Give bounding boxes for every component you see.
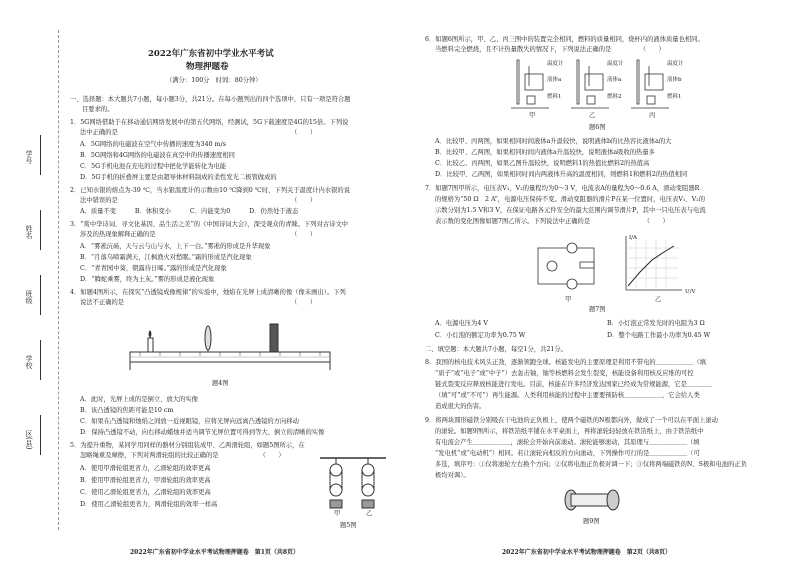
figure-7-circuit-and-graph bbox=[532, 232, 692, 302]
sidebar-label-district: 区(县) bbox=[25, 430, 33, 450]
q6-option-a: A．比较甲、丙两图，如果相同时间液体a升温较快，说明液体b的比热容比液体a的大 bbox=[435, 138, 672, 145]
section2-heading: 二、填空题：本大题共7小题，每空1分，共21分。 bbox=[425, 346, 567, 353]
fig7-name-jia: 甲 bbox=[565, 296, 572, 303]
q1-option-a: A．5G网络的电磁波在空气中传播的速度为340 m/s bbox=[80, 141, 226, 148]
fig6-label-fuel-1-2: 燃料1 bbox=[667, 94, 682, 100]
q4-stem-1: 4．如题4图所示，在探究“凸透镜成像规律”的实验中，烛焰在光屏上成清晰的像（像未画出）。下列 bbox=[70, 289, 346, 296]
q5-stem-2: 忽略绳重及摩擦，下列对两滑轮组的比较正确的是 （ ） bbox=[80, 452, 285, 459]
q9-line-2: 的滚轮。如题9图所示，将铁箔纸平铺在水平桌面上，再将滚轮轻轻放在铁箔纸上，由于铁箔纸中 bbox=[435, 428, 704, 435]
q8-line-5: 造成很大的伤害。 bbox=[435, 403, 486, 410]
q6-option-b: B．比较甲、乙两图，如果相同时间内液体a升温较快，说明液体a吸收的热量多 bbox=[435, 149, 655, 156]
fig6-label-fuel-2: 燃料2 bbox=[607, 94, 622, 100]
binding-line bbox=[58, 30, 59, 530]
fig6-label-liquid-b: 液体b bbox=[667, 77, 682, 83]
q8-line-2: “质子”或“电子”或“中子”）去轰击铀，铀等核燃料会发生裂变，核能设备利用核反应堆的可控 bbox=[435, 370, 694, 377]
sidebar-label-school: 学校 bbox=[25, 355, 33, 369]
q8-line-4: （填“可”或“不可”）再生能源。人类利用核能的过程中主要要预防核＿＿＿＿＿＿，它会给人类 bbox=[435, 392, 700, 399]
q1-option-c: C．5G手机电池在充电的过程中把化学能转化为电能 bbox=[80, 163, 227, 170]
figure-5-caption: 题5图 bbox=[340, 522, 357, 529]
q7-stem-1: 7．如题7图甲所示，电压表V₁、V₂的量程均为0～3 V，电流表A的量程为0～0.6 A，滑动变阻器R bbox=[425, 185, 700, 192]
q6-option-d: D．比较甲、乙两图，如果相同时间内两液体升高的温度相同，则燃料1和燃料2的热值相同 bbox=[435, 171, 688, 178]
q7-option-b: B．小灯泡正常发光时的电阻为3 Ω bbox=[607, 320, 705, 327]
exam-title: 2022年广东省初中学业水平考试 bbox=[148, 49, 274, 59]
fig6-name-jia: 甲 bbox=[529, 112, 536, 119]
q6-stem-2: 当燃料完全燃烧，且不计热量散失的情况下，下列说法正确的是 （ ） bbox=[435, 46, 665, 53]
q3-option-c: C．“青青园中葵，朝露待日晞。”露的形成是汽化现象 bbox=[80, 265, 227, 272]
right-footer: 2022年广东省初中学业水平考试物理押题卷 第2页（共8页） bbox=[502, 549, 672, 556]
q7-option-d: D．整个电路工作最小功率为0.45 W bbox=[607, 332, 711, 339]
q8-line-3: 链式裂变反应释放核能进行发电。目前，核能在许多经济发达国家已经成为常规能源，它是＿＿＿＿ bbox=[435, 381, 713, 388]
q4-option-a: A．此时，光屏上成的是倒立、放大的实像 bbox=[80, 396, 198, 403]
figure-4-caption: 题4图 bbox=[212, 380, 229, 387]
figure-6-caption: 题6图 bbox=[589, 124, 606, 131]
q7-stem-3: 示数分别为1.5 V和3 V，在保证电路各元件安全的最大范围内调节滑片P，其中一只电压表与电流 bbox=[435, 207, 706, 214]
section1-heading-cont: 目要求的。 bbox=[82, 106, 114, 113]
q1-option-b: B．5G网络和4G网络的电磁波在真空中的传播速度相同 bbox=[80, 152, 235, 159]
fig6-name-bing: 丙 bbox=[649, 112, 656, 119]
q9-line-3: 有电流会产生＿＿＿＿＿＿，滚轮会开始向前滚动。滚轮能够滚动，其原理与＿＿＿＿＿＿（填 bbox=[435, 439, 700, 446]
q5-option-a: A．使用甲滑轮组更省力，乙滑轮组的效率更高 bbox=[80, 465, 211, 472]
q4-option-d: D．保持凸透镜不动，向右移动蜡烛并适当调节光屏位置可得到等大、倒立的清晰的实像 bbox=[80, 429, 325, 436]
sidebar-label-student-id: 学号 bbox=[25, 150, 33, 164]
q6-option-c: C．比较乙、丙两图，如果乙图升温较快，说明燃料1的热值比燃料2的热值高 bbox=[435, 160, 650, 167]
section1-heading: 一、选择题：本大题共7小题，每小题3分，共21分。在每小题列出的四个选项中，只有一项是符合题 bbox=[70, 96, 351, 103]
q4-option-c: C．如果在凸透镜和烛焰之间放一近视眼镜，应将光屏向远离凸透镜的方向移动 bbox=[80, 418, 299, 425]
q1-stem-1: 1．5G网络借助于在移动通信网络发展中的第五代网络，经测试，5G下载速度是4G的15倍。下列说 bbox=[70, 119, 349, 126]
q1-stem-2: 法中正确的是 （ ） bbox=[80, 129, 317, 136]
q6-stem-1: 6．如题6图所示，甲、乙、丙三图中的装置完全相同，燃料的质量相同，烧杯内的液体质量也相同。 bbox=[425, 36, 704, 43]
q4-stem-2: 说法不正确的是 （ ） bbox=[80, 299, 317, 306]
exam-subtitle: 物理押题卷 bbox=[186, 62, 229, 72]
q7-option-a: A．电源电压为4 V bbox=[435, 320, 488, 327]
fig6-label-liquid-a-1: 液体a bbox=[547, 77, 562, 83]
q4-option-b: B．该凸透镜的焦距可能是10 cm bbox=[80, 407, 174, 414]
q5-option-c: C．使用乙滑轮组更省力，乙滑轮组的效率更高 bbox=[80, 489, 211, 496]
q5-option-d: D．使用乙滑轮组更省力，两滑轮组的效率一样高 bbox=[80, 501, 218, 508]
fig6-name-yi: 乙 bbox=[589, 112, 596, 119]
q7-stem-4: 表示数的变化图像如题7图乙所示。下列说法中正确的是 （ ） bbox=[435, 218, 669, 225]
fig6-label-fuel-1-1: 燃料1 bbox=[547, 94, 562, 100]
left-footer: 2022年广东省初中学业水平考试物理押题卷 第1页（共8页） bbox=[130, 549, 300, 556]
q9-line-4: “发电机”或“电动机”）相同。若让滚轮向相反的方向滚动，下列操作可行的是＿＿＿＿＿＿（可 bbox=[435, 450, 700, 457]
fig6-label-thermometer-1: 温度计 bbox=[547, 61, 564, 67]
q2-options: A．质量不变 B．体积变小 C．内能变为0 D．仍然处于液态 bbox=[80, 208, 299, 215]
q3-option-a: A．“雾凇沆砀，天与云与山与水，上下一白。”雾凇的形成是升华现象 bbox=[80, 243, 271, 250]
fig6-label-thermometer-2: 温度计 bbox=[607, 61, 624, 67]
sidebar-label-name: 姓名 bbox=[25, 225, 33, 239]
q3-option-d: D．“腾蛇乘雾，终为土灰。”雾的形成是液化现象 bbox=[80, 276, 215, 283]
q5-option-b: B．使用甲滑轮组更省力，甲滑轮组的效率更高 bbox=[80, 477, 211, 484]
figure-9-caption: 题9图 bbox=[583, 518, 600, 525]
right-page bbox=[397, 0, 794, 562]
q3-option-b: B．“月落乌啼霜满天，江枫渔火对愁眠。”霜的形成是汽化现象 bbox=[80, 254, 252, 261]
figure-5-label-jia: 甲 bbox=[334, 510, 341, 517]
q9-line-5: 多选，填序号：①仅将滚轮左右换个方向；②仅将电池正负极对调一下；③仅将两端磁铁的N、S极和电池的正负 bbox=[435, 461, 748, 468]
q1-option-d: D．5G手机的折叠屏主要是由超导体材料制成的柔性发光二极管做成的 bbox=[80, 174, 277, 181]
q8-line-1: 8．我国的核电技术风头正劲，逐渐领跑全球。核能发电的主要原理是利用不带电的＿＿＿＿＿＿（填 bbox=[425, 359, 707, 366]
figure-4-optical-bench bbox=[120, 310, 340, 376]
figure-9-battery-roller bbox=[563, 488, 623, 514]
fig6-label-liquid-a-2: 液体a bbox=[607, 77, 622, 83]
figure-5-label-yi: 乙 bbox=[366, 510, 373, 517]
fig7-yaxis-label: I/A bbox=[629, 235, 637, 241]
q2-stem-1: 2．已知水银的熔点为-39 ℃，当水银温度计的示数由10 ℃降到0 ℃时，下列关于温度计内水银的说 bbox=[70, 187, 350, 194]
q2-stem-2: 法中错误的是 （ ） bbox=[80, 197, 317, 204]
exam-info: （满分：100分 时间：80分钟） bbox=[166, 77, 262, 84]
fig7-xaxis-label: U/V bbox=[685, 289, 696, 295]
q3-stem-1: 3．“赏中华诗词、寻文化基因、品生活之美”的《中国诗词大会》，深受观众的青睐。下列对古诗文中 bbox=[70, 221, 349, 228]
figure-7-caption: 题7图 bbox=[589, 306, 606, 313]
q7-option-c: C．小灯泡的额定功率为0.75 W bbox=[435, 332, 526, 339]
sidebar-label-class: 班级 bbox=[25, 290, 33, 304]
q3-stem-2: 涉及的热现象解释正确的是 （ ） bbox=[80, 231, 317, 238]
fig6-label-thermometer-3: 温度计 bbox=[667, 61, 684, 67]
q9-line-6: 极均对调）。 bbox=[435, 472, 470, 479]
q9-line-1: 9．将两块圆形磁铁分别吸在干电池的正负极上，使两个磁铁的N极都向外，做成了一个可以在平面上滚动 bbox=[425, 417, 718, 424]
fig7-name-yi: 乙 bbox=[655, 296, 662, 303]
q5-stem-1: 5．为提升重物，某同学用同样的器材分别组装成甲、乙两滑轮组，如题5图所示，在 bbox=[70, 442, 305, 449]
figure-5-pulleys bbox=[318, 456, 388, 522]
q7-stem-2: 的规格为“50 Ω 2 A”，电源电压保持不变。滑动变阻器的滑片P在某一位置时，电压表V₁、V₂的 bbox=[435, 196, 706, 203]
figure-6-heating-setups bbox=[507, 56, 687, 118]
